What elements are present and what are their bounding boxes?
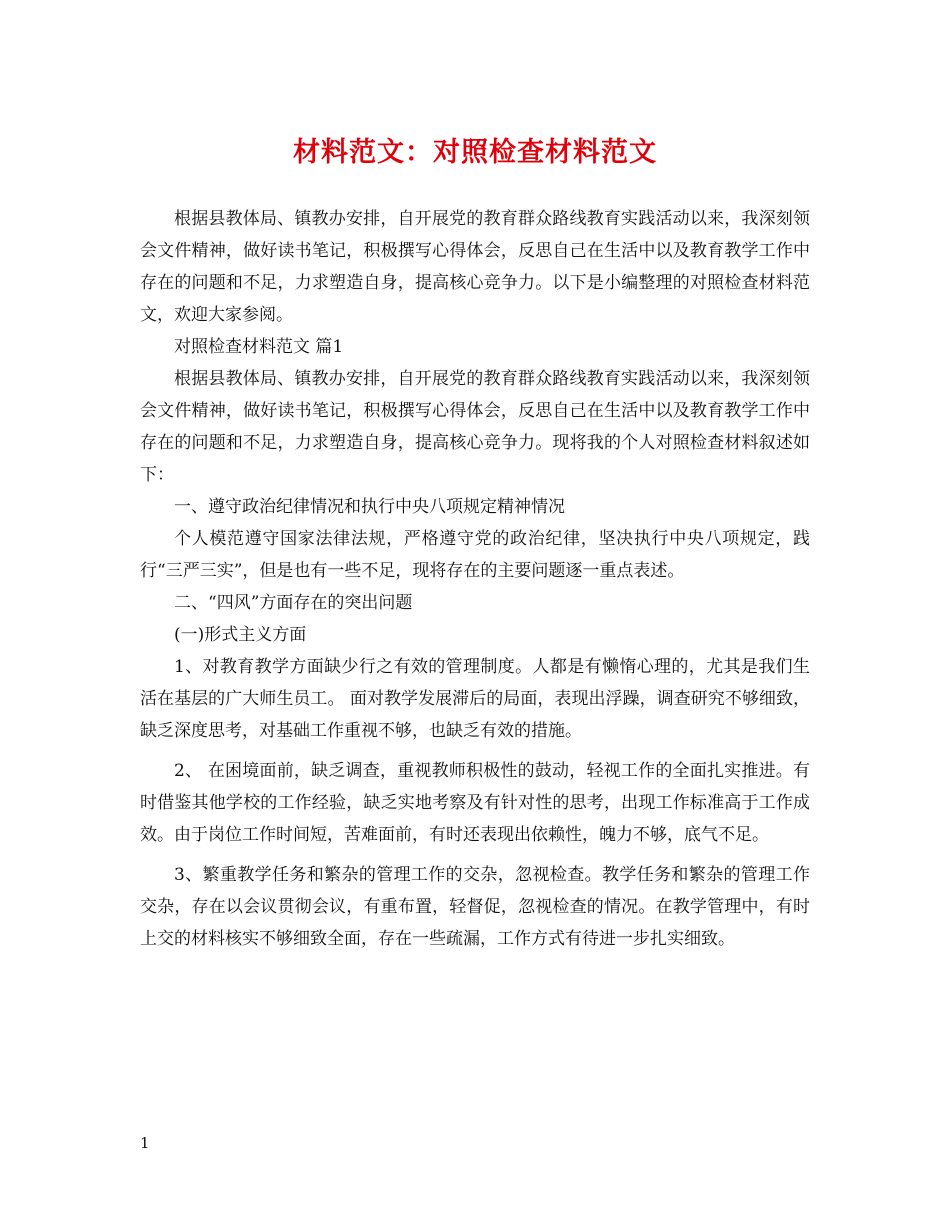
document-body [140,203,810,955]
paragraph-item-2: 2、 在困境面前，缺乏调查，重视教师积极性的鼓动，轻视工作的全面扎实推进。有时借鉴其他学校的工作经验，缺乏实地考察及有针对性的思考，出现工作标准高于工作成效。由于岗位工作时间短，苦难面前，有时还表现出依赖性，魄力不够，底气不足。 [140,761,810,845]
paragraph-item-1: 1、对教育教学方面缺少行之有效的管理制度。人都是有懒惰心理的，尤其是我们生活在基层的广大师生员工。 面对教学发展滞后的局面，表现出浮躁，调查研究不够细致，缺乏深度思考，对基础工作重视不够，也缺乏有效的措施。 [140,657,810,741]
paragraph-intro: 根据县教体局、镇教办安排，自开展党的教育群众路线教育实践活动以来，我深刻领会文件精神，做好读书笔记，积极撰写心得体会，反思自己在生活中以及教育教学工作中存在的问题和不足，力求塑造自身，提高核心竞争力。以下是小编整理的对照检查材料范文，欢迎大家参阅。 [140,209,810,325]
paragraph-heading-two: 二、“四风”方面存在的突出问题 [174,593,413,613]
paragraph-background: 根据县教体局、镇教办安排，自开展党的教育群众路线教育实践活动以来，我深刻领会文件精神，做好读书笔记，积极撰写心得体会，反思自己在生活中以及教育教学工作中存在的问题和不足，力求塑造自身，提高核心竞争力。现将我的个人对照检查材料叙述如下： [140,369,810,485]
paragraph-item-3: 3、繁重教学任务和繁杂的管理工作的交杂，忽视检查。教学任务和繁杂的管理工作交杂，存在以会议贯彻会议，有重布置，轻督促，忽视检查的情况。在教学管理中，有时上交的材料核实不够细致全面，存在一些疏漏，工作方式有待进一步扎实细致。 [140,865,810,949]
paragraph-subheading-formalism: (一)形式主义方面 [174,625,307,645]
document-title: 材料范文：对照检查材料范文 [293,137,657,168]
paragraph-heading-one: 一、遵守政治纪律情况和执行中央八项规定精神情况 [174,497,565,517]
page-number: 1 [140,1134,150,1152]
paragraph-discipline: 个人模范遵守国家法律法规，严格遵守党的政治纪律，坚决执行中央八项规定，践行“三严三实”，但是也有一些不足，现将存在的主要问题逐一重点表述。 [140,529,810,581]
paragraph-section-heading: 对照检查材料范文 篇1 [174,337,344,357]
